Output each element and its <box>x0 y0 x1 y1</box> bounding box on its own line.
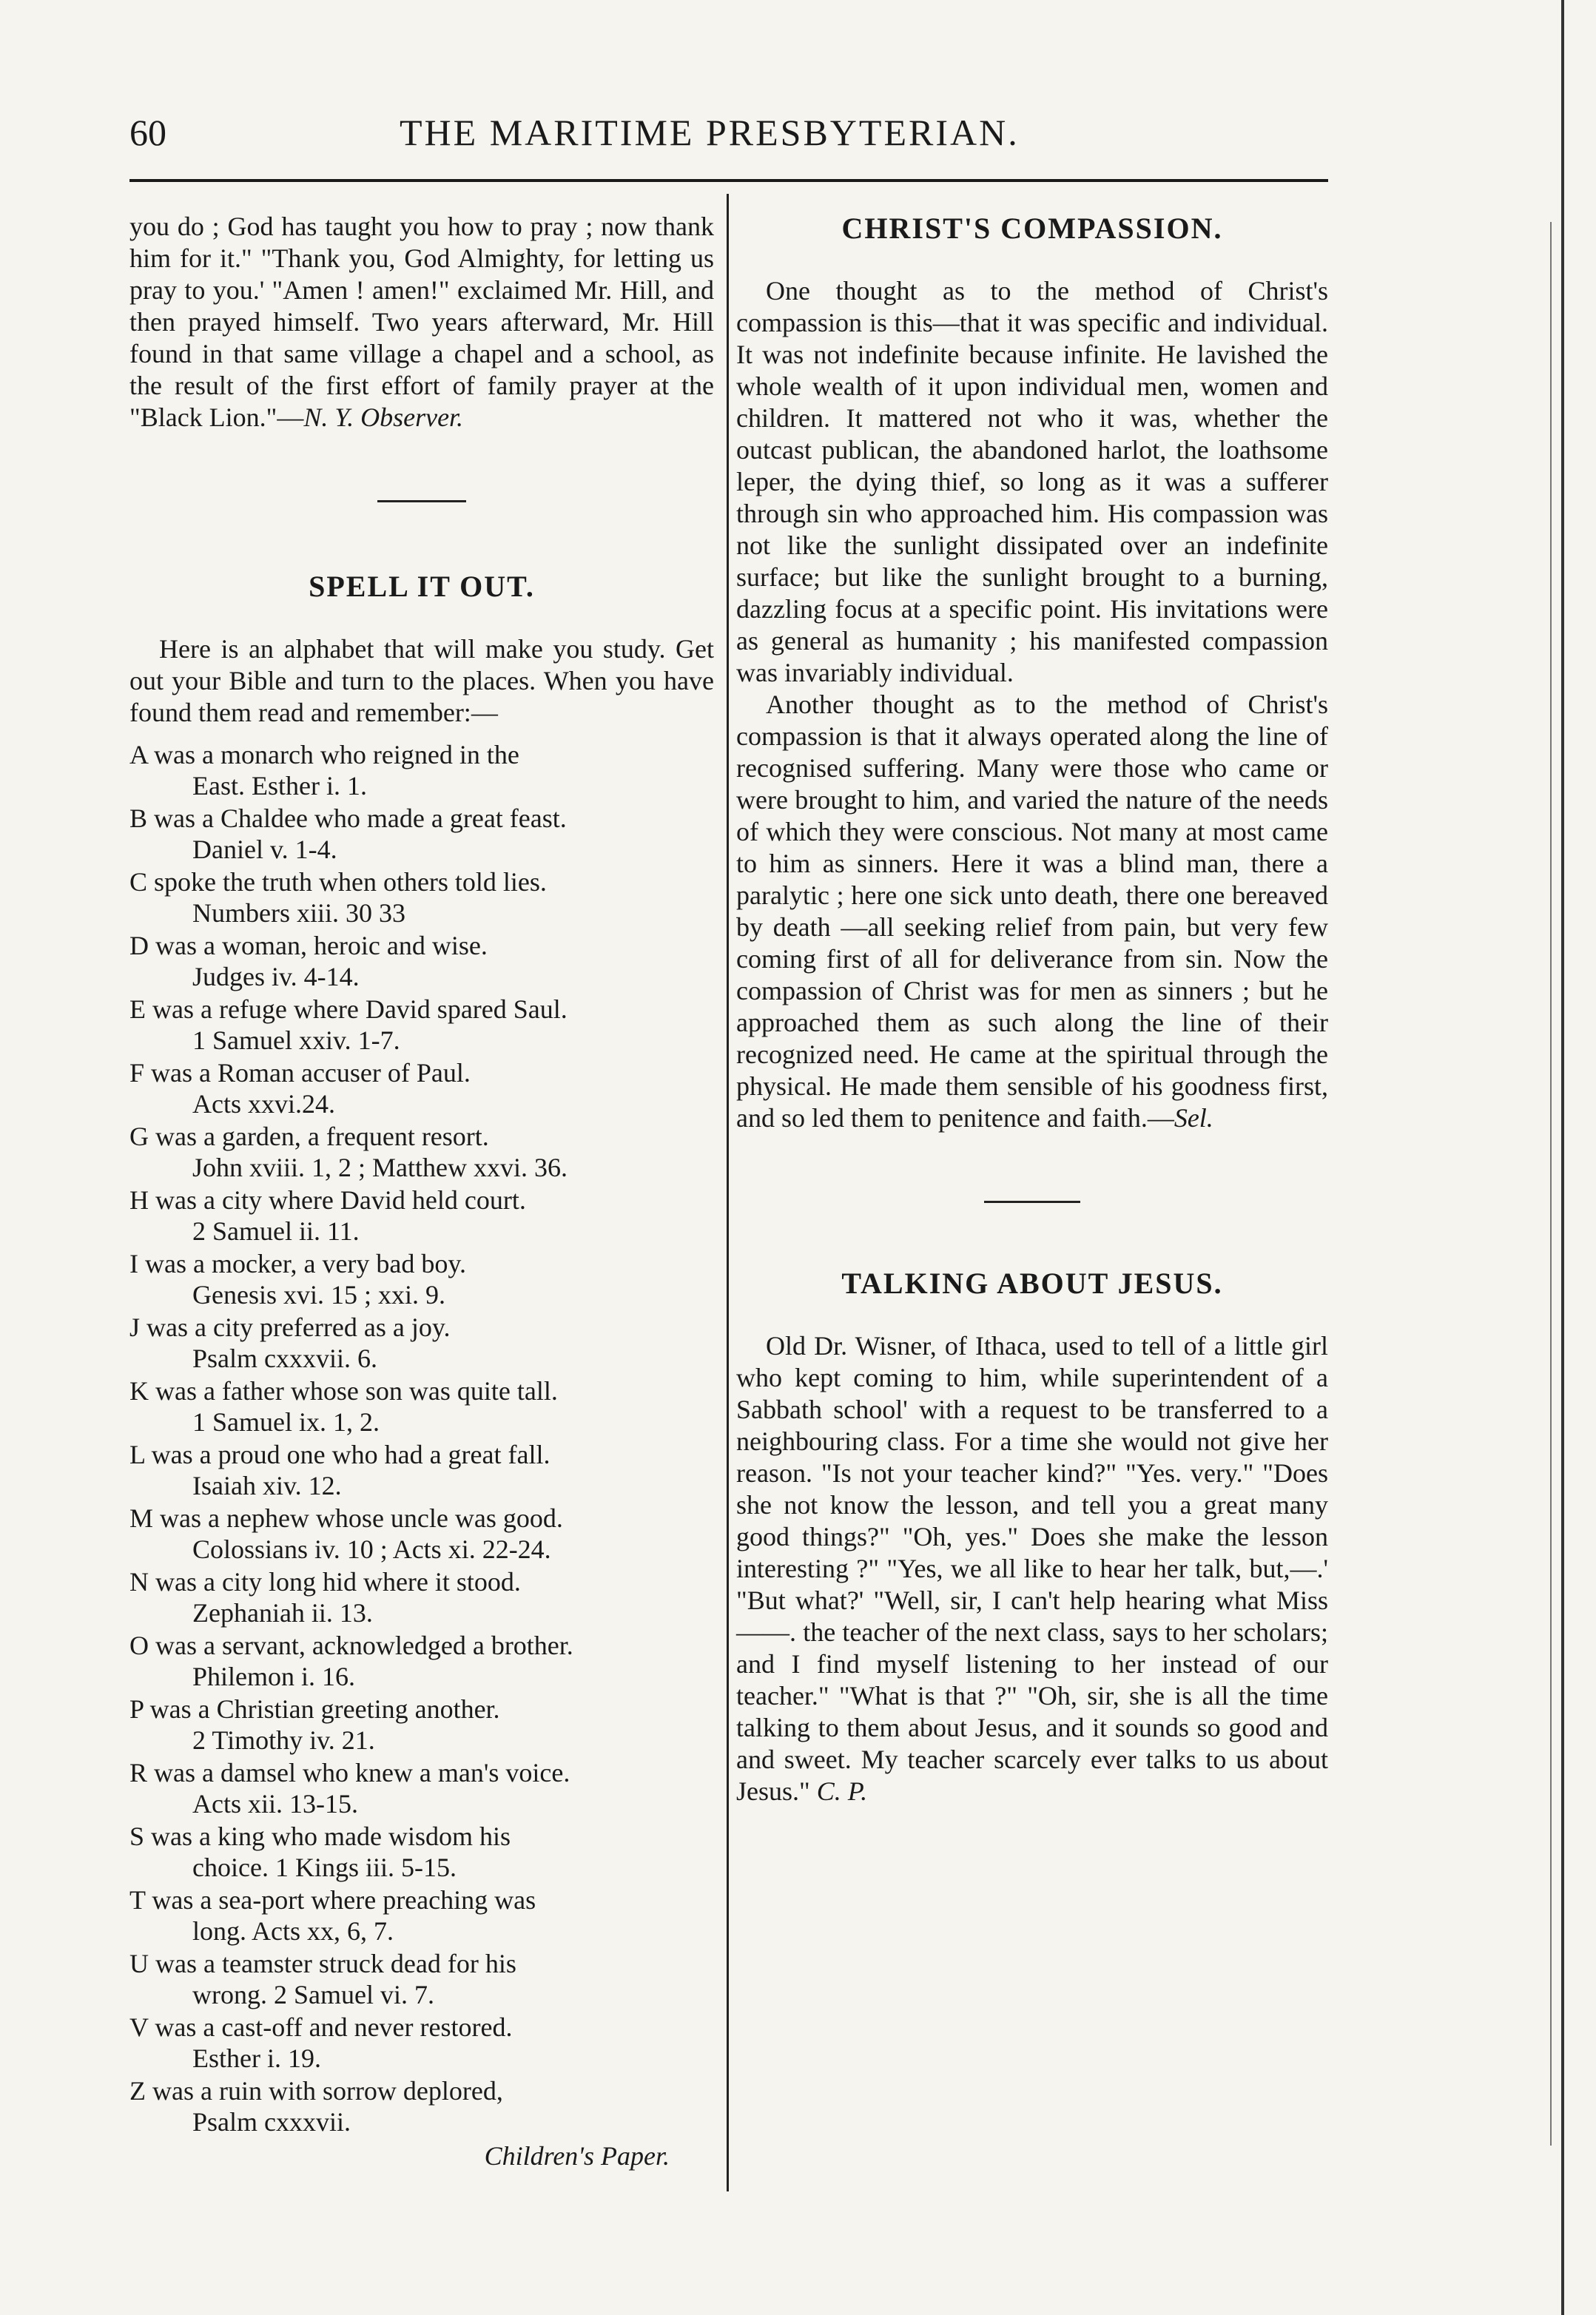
alphabet-item-clue: N was a city long hid where it stood. <box>129 1567 521 1597</box>
continued-article-text: you do ; God has taught you how to pray ; now thank him for it." "Thank you, God Almighty, for letting us pray to you.' "Amen ! amen!" exclaimed Mr. Hill, and then prayed himself. Two years afterward, Mr. Hill found in that same village a chapel and a school, as the result of the first effort of family prayer at the "Black Lion."— <box>129 212 714 432</box>
alphabet-item <box>129 1375 714 1438</box>
alphabet-item-clue: K was a father whose son was quite tall. <box>129 1376 558 1406</box>
scan-edge-line-inner <box>1550 222 1552 2146</box>
alphabet-item-reference: Daniel v. 1-4. <box>192 835 337 864</box>
alphabet-item-reference: Acts xxvi.24. <box>192 1089 335 1119</box>
alphabet-item <box>129 1884 714 1947</box>
alphabet-item-reference: Zephaniah ii. 13. <box>192 1598 373 1628</box>
alphabet-item-clue: U was a teamster struck dead for his <box>129 1949 516 1978</box>
alphabet-item-clue: R was a damsel who knew a man's voice. <box>129 1758 570 1787</box>
alphabet-item <box>129 2075 714 2137</box>
header-rule <box>129 179 1328 182</box>
talking-about-jesus-text: Old Dr. Wisner, of Ithaca, used to tell of a little girl who kept coming to him, while superintendent of a Sabbath school' with a request to be transferred to a neighbouring class. For a time she would not give her reason. "Is not your teacher kind?" "Yes. very." "Does she not know the lesson, and tell you a great many good things?" "Oh, yes." Does she make the lesson interesting ?" "Yes, we all like to hear her talk, but,—.' "But what?' "Well, sir, I can't help hearing what Miss——. the teacher of the next class, says to her scholars; and I find myself listening to her instead of our teacher." "What is that ?" "Oh, sir, she is all the time talking to them about Jesus, and it sounds so good and and sweet. My teacher scarcely ever talks to us about Jesus." <box>736 1331 1328 1806</box>
left-column <box>129 211 714 2172</box>
alphabet-item-clue: L was a proud one who had a great fall. <box>129 1440 550 1469</box>
alphabet-item-reference: Psalm cxxxvii. <box>192 2107 351 2137</box>
section-separator <box>984 1201 1080 1203</box>
alphabet-item-clue: B was a Chaldee who made a great feast. <box>129 803 567 833</box>
alphabet-item-reference: Esther i. 19. <box>192 2043 321 2073</box>
alphabet-item-reference: Acts xii. 13-15. <box>192 1789 358 1819</box>
alphabet-item-reference: wrong. 2 Samuel vi. 7. <box>192 1980 434 2009</box>
alphabet-item-clue: A was a monarch who reigned in the <box>129 740 519 769</box>
alphabet-item-reference: Genesis xvi. 15 ; xxi. 9. <box>192 1280 445 1310</box>
alphabet-item-reference: Psalm cxxxvii. 6. <box>192 1344 377 1373</box>
alphabet-item-clue: H was a city where David held court. <box>129 1185 526 1215</box>
alphabet-item-reference: 1 Samuel ix. 1, 2. <box>192 1407 380 1437</box>
alphabet-item-clue: C spoke the truth when others told lies. <box>129 867 547 897</box>
alphabet-item <box>129 1503 714 1565</box>
alphabet-item-clue: E was a refuge where David spared Saul. <box>129 994 568 1024</box>
continued-article <box>129 211 714 434</box>
continued-article-source: N. Y. Observer. <box>303 402 464 432</box>
alphabet-item-reference: 1 Samuel xxiv. 1-7. <box>192 1025 400 1055</box>
section-separator <box>377 500 466 502</box>
alphabet-list <box>129 739 714 2137</box>
column-divider <box>727 194 729 2191</box>
alphabet-item-reference: East. Esther i. 1. <box>192 771 367 801</box>
alphabet-item-reference: Judges iv. 4-14. <box>192 962 360 991</box>
alphabet-item-reference: 2 Samuel ii. 11. <box>192 1216 360 1246</box>
alphabet-item <box>129 1312 714 1374</box>
alphabet-item-reference: John xviii. 1, 2 ; Matthew xxvi. 36. <box>192 1153 568 1182</box>
spell-it-out-source: Children's Paper. <box>484 2141 670 2171</box>
spell-it-out-intro: Here is an alphabet that will make you study. Get out your Bible and turn to the places. When you have found them read and remember:— <box>129 634 714 727</box>
alphabet-item <box>129 1121 714 1183</box>
alphabet-item <box>129 1630 714 1692</box>
christs-compassion-paragraph-2-text: Another thought as to the method of Christ's compassion is that it always operated along the line of recognised suffering. Many were those who came or were brought to him, and varied the nature of the needs of which they were conscious. Not many at most came to him as sinners. Here it was a blind man, there a paralytic ; here one sick unto death, there one bereaved by death —all seeking relief from pain, but very few coming first of all for deliverance from sin. Now the compassion of Christ was for men as sinners ; but he approached them as such along the line of their recognized need. He came at the spiritual through the physical. He made them sensible of his goodness first, and so led them to penitence and faith.— <box>736 690 1328 1133</box>
alphabet-item-reference: Colossians iv. 10 ; Acts xi. 22-24. <box>192 1534 551 1564</box>
christs-compassion-title: CHRIST'S COMPASSION. <box>841 212 1223 245</box>
alphabet-item-clue: D was a woman, heroic and wise. <box>129 931 488 960</box>
alphabet-item-clue: V was a cast-off and never restored. <box>129 2012 513 2042</box>
page-header <box>0 104 1391 170</box>
alphabet-item <box>129 1821 714 1883</box>
alphabet-item <box>129 2012 714 2074</box>
alphabet-item-clue: I was a mocker, a very bad boy. <box>129 1249 467 1278</box>
alphabet-item <box>129 803 714 865</box>
alphabet-item-clue: S was a king who made wisdom his <box>129 1822 511 1851</box>
alphabet-item-reference: long. Acts xx, 6, 7. <box>192 1916 394 1946</box>
page-number: 60 <box>129 112 166 153</box>
christs-compassion-paragraph-2 <box>736 689 1328 1134</box>
alphabet-item <box>129 1185 714 1247</box>
alphabet-item-reference: Philemon i. 16. <box>192 1662 356 1691</box>
alphabet-item-clue: P was a Christian greeting another. <box>129 1694 500 1724</box>
alphabet-item-reference: Isaiah xiv. 12. <box>192 1471 342 1500</box>
alphabet-item-clue: O was a servant, acknowledged a brother. <box>129 1631 573 1660</box>
alphabet-item <box>129 866 714 929</box>
alphabet-item <box>129 994 714 1056</box>
alphabet-item-clue: T was a sea-port where preaching was <box>129 1885 536 1915</box>
alphabet-item-clue: G was a garden, a frequent resort. <box>129 1122 489 1151</box>
alphabet-item-clue: Z was a ruin with sorrow deplored, <box>129 2076 503 2106</box>
alphabet-item <box>129 930 714 992</box>
alphabet-item-reference: Numbers xiii. 30 33 <box>192 898 405 928</box>
christs-compassion-paragraph-1: One thought as to the method of Christ's compassion is this—that it was specific and individual. It was not indefinite because infinite. He lavished the whole wealth of it upon individual men, women and children. It mattered not who it was, whether the outcast publican, the abandoned harlot, the loathsome leper, the dying thief, so long as it was a sufferer through sin who approached him. His compassion was not like the sunlight dissipated over an indefinite surface; but like the sunlight brought to a burning, dazzling focus at a specific point. His invitations were as general as humanity ; his manifested compassion was invariably individual. <box>736 276 1328 687</box>
alphabet-item-reference: choice. 1 Kings iii. 5-15. <box>192 1853 457 1882</box>
scan-edge-line <box>1561 0 1564 2315</box>
alphabet-item <box>129 1057 714 1119</box>
spell-it-out-title: SPELL IT OUT. <box>309 570 535 603</box>
alphabet-item <box>129 1248 714 1310</box>
alphabet-item <box>129 1694 714 1756</box>
alphabet-item <box>129 1948 714 2010</box>
alphabet-item-clue: M was a nephew whose uncle was good. <box>129 1503 563 1533</box>
talking-about-jesus-title: TALKING ABOUT JESUS. <box>841 1267 1223 1300</box>
alphabet-item <box>129 1439 714 1501</box>
journal-title: THE MARITIME PRESBYTERIAN. <box>400 112 1020 153</box>
talking-about-jesus-paragraph <box>736 1330 1328 1807</box>
alphabet-item <box>129 1757 714 1819</box>
right-column <box>736 211 1328 1807</box>
christs-compassion-source: Sel. <box>1174 1103 1213 1133</box>
alphabet-item-reference: 2 Timothy iv. 21. <box>192 1725 375 1755</box>
alphabet-item-clue: F was a Roman accuser of Paul. <box>129 1058 471 1088</box>
alphabet-item <box>129 1566 714 1628</box>
alphabet-item-clue: J was a city preferred as a joy. <box>129 1312 451 1342</box>
talking-about-jesus-source: C. P. <box>816 1776 868 1806</box>
alphabet-item <box>129 739 714 801</box>
